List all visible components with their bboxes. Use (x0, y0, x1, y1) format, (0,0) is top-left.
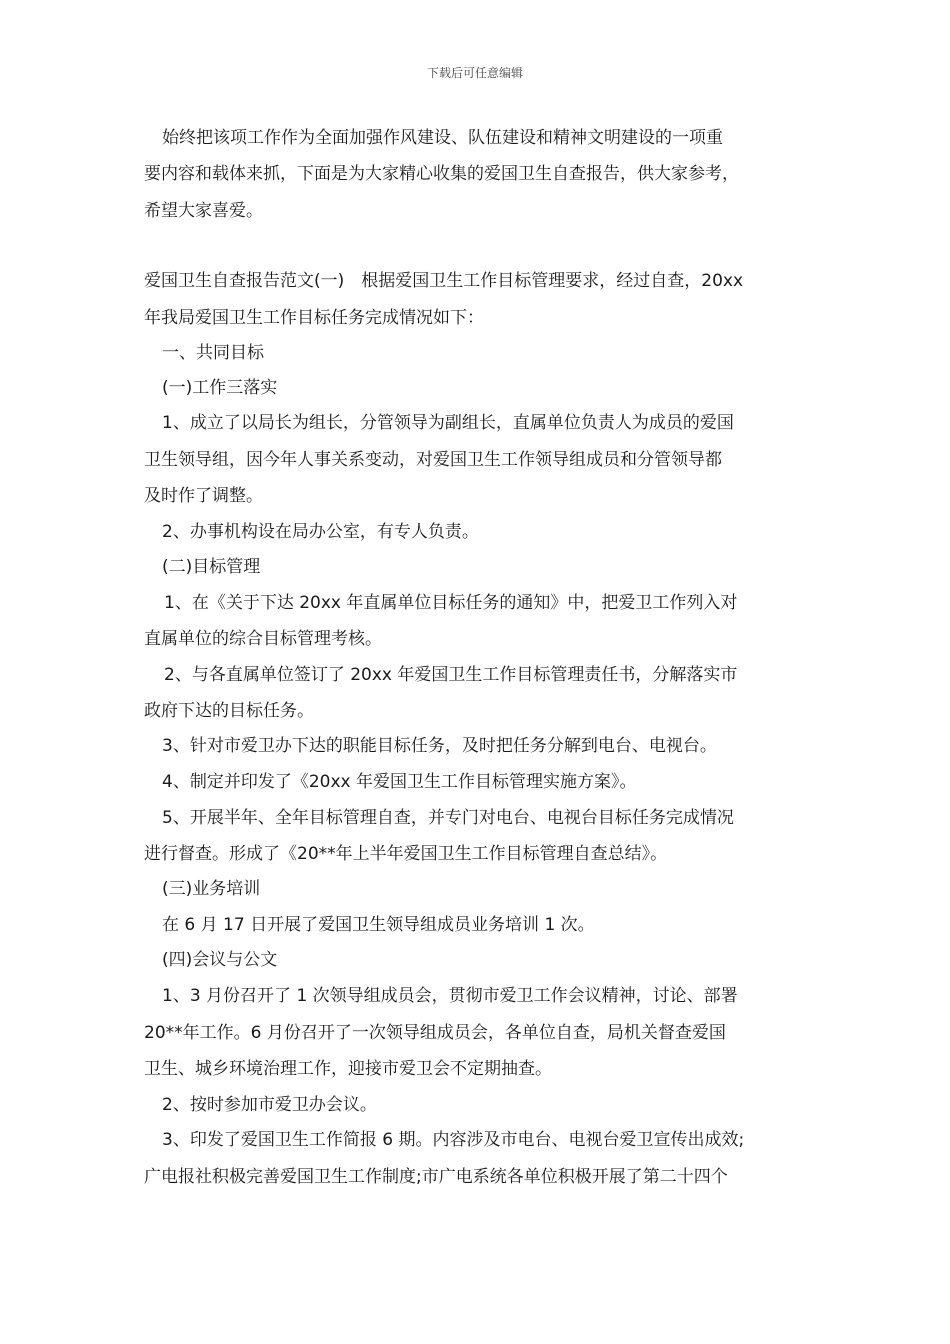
text-line: 2、办事机构设在局办公室，有专人负责。 (162, 522, 479, 542)
subsection-heading: (三)业务培训 (162, 879, 261, 899)
text-line: 2、按时参加市爱卫办会议。 (162, 1095, 377, 1115)
text-line: 卫生、城乡环境治理工作，迎接市爱卫会不定期抽查。 (144, 1059, 552, 1079)
text-line: 5、开展半年、全年目标管理自查，并专门对电台、电视台目标任务完成情况 (162, 808, 734, 828)
text-line: 要内容和载体来抓，下面是为大家精心收集的爱国卫生自查报告，供大家参考， (144, 164, 739, 184)
text-line: 2、与各直属单位签订了 20xx 年爱国卫生工作目标管理责任书，分解落实市 (164, 665, 738, 685)
text-line: 及时作了调整。 (144, 486, 263, 506)
subsection-heading: (二)目标管理 (162, 557, 261, 577)
text-line: 20**年工作。6 月份召开了一次领导组成员会，各单位自查，局机关督查爱国 (144, 1023, 726, 1043)
subsection-heading: (一)工作三落实 (162, 378, 278, 398)
section-heading: 一、共同目标 (162, 343, 264, 363)
text-line: 广电报社积极完善爱国卫生工作制度;市广电系统各单位积极开展了第二十四个 (144, 1167, 728, 1187)
page-header: 下载后可任意编辑 (426, 66, 523, 80)
text-line: 3、针对市爱卫办下达的职能目标任务，及时把任务分解到电台、电视台。 (162, 736, 717, 756)
text-line: 希望大家喜爱。 (144, 201, 263, 221)
text-line: 政府下达的目标任务。 (144, 701, 314, 721)
text-line: 卫生领导组，因今年人事关系变动，对爱国卫生工作领导组成员和分管领导都 (144, 450, 722, 470)
text-line: 始终把该项工作作为全面加强作风建设、队伍建设和精神文明建设的一项重 (162, 128, 723, 148)
text-line: 进行督查。形成了《20**年上半年爱国卫生工作目标管理自查总结》。 (144, 844, 668, 864)
text-line: 直属单位的综合目标管理考核。 (144, 629, 382, 649)
text-line: 1、3 月份召开了 1 次领导组成员会，贯彻市爱卫工作会议精神，讨论、部署 (162, 986, 738, 1006)
text-line: 在 6 月 17 日开展了爱国卫生领导组成员业务培训 1 次。 (162, 915, 595, 935)
text-line: 年我局爱国卫生工作目标任务完成情况如下： (144, 308, 484, 328)
text-line: 1、成立了以局长为组长，分管领导为副组长，直属单位负责人为成员的爱国 (162, 413, 734, 433)
text-line: 爱国卫生自查报告范文(一) 根据爱国卫生工作目标管理要求，经过自查，20xx (144, 271, 744, 291)
text-line: 3、印发了爱国卫生工作简报 6 期。内容涉及市电台、电视台爱卫宣传出成效; (162, 1130, 745, 1150)
text-line: 1、在《关于下达 20xx 年直属单位目标任务的通知》中，把爱卫工作列入对 (164, 593, 738, 613)
subsection-heading: (四)会议与公文 (162, 950, 278, 970)
text-line: 4、制定并印发了《20xx 年爱国卫生工作目标管理实施方案》。 (162, 772, 637, 792)
